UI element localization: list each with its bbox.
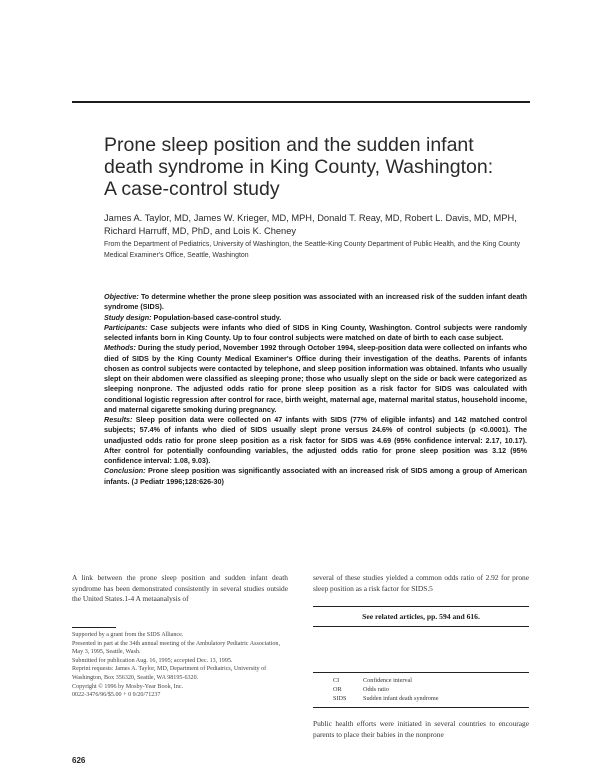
page-number: 626 xyxy=(72,756,86,765)
footnote-submitted: Submitted for publication Aug. 16, 1995; accepted Dec. 13, 1995. xyxy=(72,657,233,664)
footnote-rule xyxy=(72,627,116,628)
related-bottom-rule xyxy=(313,626,529,627)
author-list: James A. Taylor, MD, James W. Krieger, MD, MPH, Donald T. Reay, MD, Robert L. Davis, MD, MPH, Richard Harruff, MD, PhD, and Lois K. Cheney xyxy=(104,213,517,236)
related-top-rule xyxy=(313,606,529,607)
abstract-methods: Methods: During the study period, November 1992 through October 1994, sleep-position data were collected on infants who died of SIDS by the King County Medical Examiner's Office during their investigation of the deaths. Parents of infants chosen as control subjects were contacted by telephone, and sleep position information was obtained. Infants who usually slept on their abdomen were classified as sleeping prone; those who usually slept on the side or back were categorized as sleeping nonprone. The adjusted odds ratio for prone sleep position as a risk factor for SIDS was calculated with conditional logistic regression after control for race, birth weight, maternal age, maternal marital status, household income, and maternal cigarette smoking during pregnancy. xyxy=(104,343,527,414)
abstract-results: Results: Sleep position data were collected on 47 infants with SIDS (77% of eligible infants) and 142 matched control subjects; 57.4% of infants who died of SIDS usually slept prone versus 24.6% of control subjects (p <0.0001). The unadjusted odds ratio for prone sleep position as a risk factor for SIDS was 4.69 (95% confidence interval: 2.17, 10.17). After control for potentially confounding variables, the adjusted odds ratio for prone sleep position was 3.12 (95% confidence interval: 1.08, 9.03). xyxy=(104,415,527,465)
body-intro-left: A link between the prone sleep position and sudden infant death syndrome has been demonstrated consistently in several studies outside the United States.1-4 A metaanalysis of xyxy=(72,573,288,604)
abstract-objective: Objective: To determine whether the prone sleep position was associated with an increased risk of the sudden infant death syndrome (SIDS). xyxy=(104,292,527,312)
footnotes xyxy=(72,631,288,700)
abstract xyxy=(104,292,527,487)
abbreviation-row: CI Confidence interval xyxy=(333,677,412,684)
affiliation: From the Department of Pediatrics, University of Washington, the Seattle-King County Department of Public Health, and the King County Medical Examiner's Office, Seattle, Washington xyxy=(104,241,521,259)
footnote-reprint: Reprint requests: James A. Taylor, MD, Department of Pediatrics, University of Washington, Box 356320, Seattle, WA 98195-6320. xyxy=(72,666,267,681)
related-articles-link[interactable]: See related articles, pp. 594 and 616. xyxy=(362,612,480,621)
abbreviations-top-rule xyxy=(313,672,529,673)
header-rule xyxy=(72,101,530,103)
abbreviations-bottom-rule xyxy=(313,707,529,708)
abbreviation-row: OR Odds ratio xyxy=(333,685,389,693)
abbreviations-box xyxy=(333,677,438,703)
footnote-issn: 0022-3476/96/$5.00 + 0 9/20/71237 xyxy=(72,692,161,699)
abstract-study-design: Study design: Population-based case-control study. xyxy=(104,312,282,322)
body-public-health: Public health efforts were initiated in several countries to encourage parents to place their babies in the nonprone xyxy=(313,719,529,739)
abstract-conclusion: Conclusion: Prone sleep position was significantly associated with an increased risk of SIDS among a group of American infants. (J Pediatr 1996;128:626-30) xyxy=(104,466,527,486)
article-title: Prone sleep position and the sudden infant death syndrome in King County, Washington: A case-control study xyxy=(104,134,494,200)
footnote-presented: Presented in part at the 34th annual meeting of the Ambulatory Pediatric Association, May 3, 1995, Seattle, Wash. xyxy=(72,640,280,656)
body-intro-right: several of these studies yielded a common odds ratio of 2.92 for prone sleep position as a risk factor for SIDS.5 xyxy=(313,573,529,593)
footnote-copyright: Copyright © 1996 by Mosby-Year Book, Inc. xyxy=(72,683,183,690)
abbreviation-row: SIDS Sudden infant death syndrome xyxy=(333,694,439,702)
abstract-participants: Participants: Case subjects were infants who died of SIDS in King County, Washington. Control subjects were randomly selected infants born in King County. Up to four control subjects were matched on date of birth to each case subject. xyxy=(104,322,528,342)
footnote-support: Supported by a grant from the SIDS Alliance. xyxy=(72,632,184,638)
